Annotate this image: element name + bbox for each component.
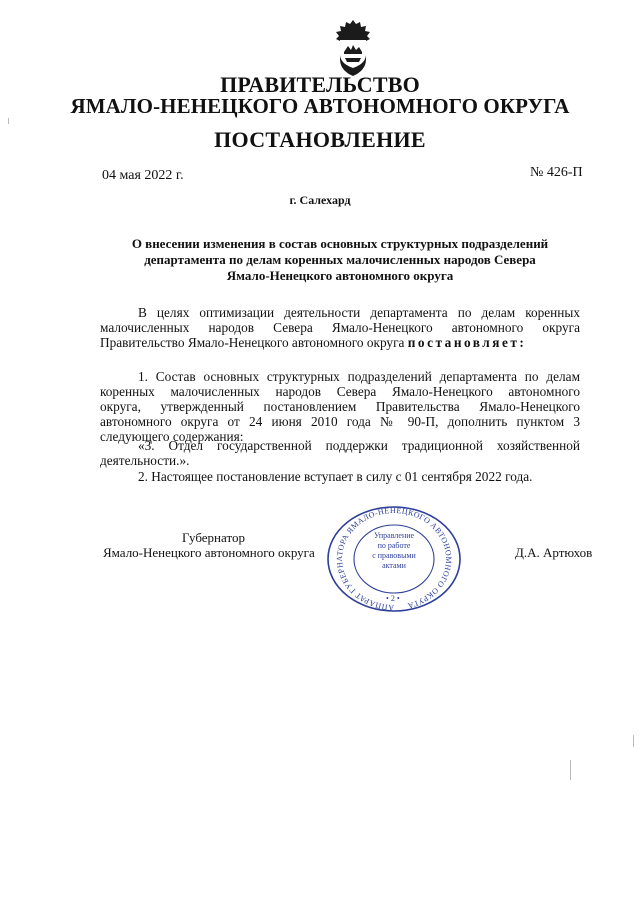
paragraph-text: Правительство Ямало-Ненецкого автономного округа <box>100 335 405 350</box>
seal-line: Управление <box>373 531 415 540</box>
paragraph-line: 2. Настоящее постановление вступает в силу с 01 сентября 2022 года. <box>138 469 533 484</box>
paragraph-line: автономного округа от 24 июня 2010 года № 90-П, дополнить пунктом 3 <box>100 414 580 429</box>
heading-line: Ямало-Ненецкого автономного округа <box>226 268 454 283</box>
seal-number: • 2 • <box>386 594 400 603</box>
paragraph-line: округа, утвержденный постановлением Правительства Ямало-Ненецкого <box>100 399 580 414</box>
signer-name: Д.А. Артюхов <box>515 545 593 560</box>
document-type: ПОСТАНОВЛЕНИЕ <box>214 127 426 152</box>
government-title: ПРАВИТЕЛЬСТВО <box>220 72 420 97</box>
seal-center-text <box>362 531 426 571</box>
scan-mark <box>8 118 9 124</box>
scan-mark <box>570 760 571 780</box>
paragraph-item-1 <box>100 369 580 444</box>
government-region: ЯМАЛО-НЕНЕЦКОГО АВТОНОМНОГО ОКРУГА <box>70 94 570 118</box>
paragraph-item-2 <box>100 469 580 484</box>
signer-position: Губернатор <box>182 530 245 545</box>
document-heading <box>100 236 580 284</box>
document-city: г. Салехард <box>289 193 351 207</box>
coat-of-arms-icon <box>330 18 376 76</box>
paragraph-line: В целях оптимизации деятельности департамента по делам коренных <box>138 305 580 320</box>
seal-ring-text: АППАРАТ ГУБЕРНАТОРА ЯМАЛО-НЕНЕЦКОГО АВТОНОМНОГО ОКРУГА <box>335 505 454 613</box>
paragraph-line <box>100 335 580 350</box>
paragraph-line: малочисленных народов Севера Ямало-Ненецкого автономного округа <box>100 320 580 335</box>
paragraph-line: 1. Состав основных структурных подразделений департамента по делам <box>138 369 580 384</box>
paragraph-line: «3. Отдел государственной поддержки традиционной хозяйственной <box>138 438 580 453</box>
document-date: 04 мая 2022 г. <box>102 168 184 183</box>
paragraph-quote <box>100 438 580 468</box>
heading-line: О внесении изменения в состав основных структурных подразделений <box>131 236 549 251</box>
scan-mark <box>633 735 634 747</box>
heading-line: департамента по делам коренных малочисленных народов Севера <box>144 252 536 267</box>
seal-line: актами <box>382 561 406 570</box>
signer-organization: Ямало-Ненецкого автономного округа <box>103 545 315 560</box>
paragraph-line: следующего содержания: <box>100 429 244 444</box>
document-number: № 426-П <box>530 165 583 180</box>
resolves-word: постановляет: <box>407 335 527 350</box>
seal-line: с правовыми <box>372 551 416 560</box>
seal-line: по работе <box>377 541 411 550</box>
paragraph-line: коренных малочисленных народов Севера Ямало-Ненецкого автономного <box>100 384 580 399</box>
paragraph-line: деятельности.». <box>100 453 190 468</box>
paragraph-preamble <box>100 305 580 350</box>
